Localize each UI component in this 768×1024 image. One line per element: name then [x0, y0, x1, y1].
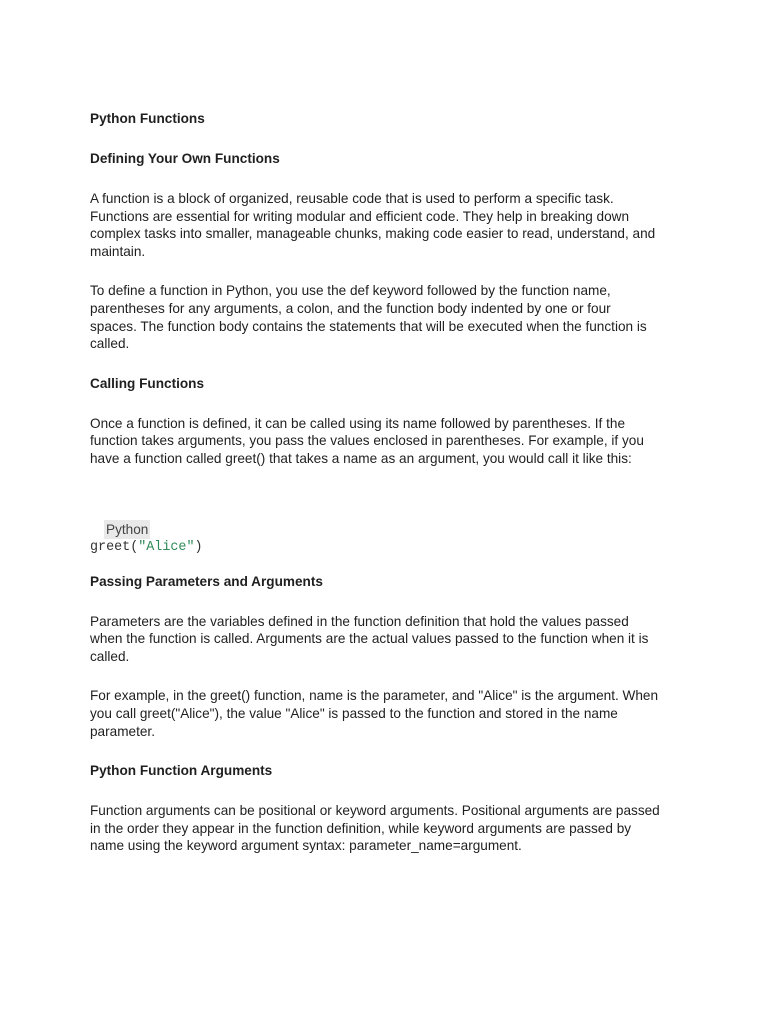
- code-paren-close: ): [194, 539, 203, 555]
- paragraph: Function arguments can be positional or keyword arguments. Positional arguments are passed in the order they appear in the function definition, while keyword arguments are passed by name using the keyword argument syntax: parameter_name=argument.: [90, 803, 660, 854]
- section-heading-passing: Passing Parameters and Arguments: [90, 573, 323, 589]
- code-line: [90, 539, 660, 557]
- document-page: [90, 110, 660, 877]
- code-function-name: greet: [90, 539, 131, 555]
- code-paren-open: (: [130, 539, 139, 555]
- section-heading-arguments: Python Function Arguments: [90, 763, 273, 779]
- paragraph: Once a function is defined, it can be called using its name followed by parentheses. If the function takes arguments, you pass the values enclosed in parentheses. For example, if you have a function called greet() that takes a name as an argument, you would call it like this:: [90, 415, 644, 466]
- code-string-literal: "Alice": [138, 539, 195, 555]
- section-heading-defining: Defining Your Own Functions: [90, 151, 280, 166]
- code-block: [90, 520, 660, 557]
- paragraph: Parameters are the variables defined in the function definition that hold the values passed when the function is called. Arguments are the actual values passed to the function when it is called.: [90, 613, 649, 664]
- paragraph: For example, in the greet() function, name is the parameter, and "Alice" is the argument. When you call greet("Alice"), the value "Alice" is passed to the function and stored in the name parameter.: [90, 688, 659, 739]
- code-language-label: Python: [106, 521, 149, 537]
- paragraph: A function is a block of organized, reusable code that is used to perform a specific task. Functions are essential for writing modular and efficient code. They help in breaking down complex tasks into smaller, manageable chunks, making code easier to read, understand, and maintain.: [90, 191, 656, 259]
- document-title: Python Functions: [90, 111, 205, 126]
- paragraph: To define a function in Python, you use the def keyword followed by the function name, parentheses for any arguments, a colon, and the function body indented by one or four spaces. The function body contains the statements that will be executed when the function is called.: [90, 283, 647, 352]
- section-heading-calling: Calling Functions: [90, 375, 205, 391]
